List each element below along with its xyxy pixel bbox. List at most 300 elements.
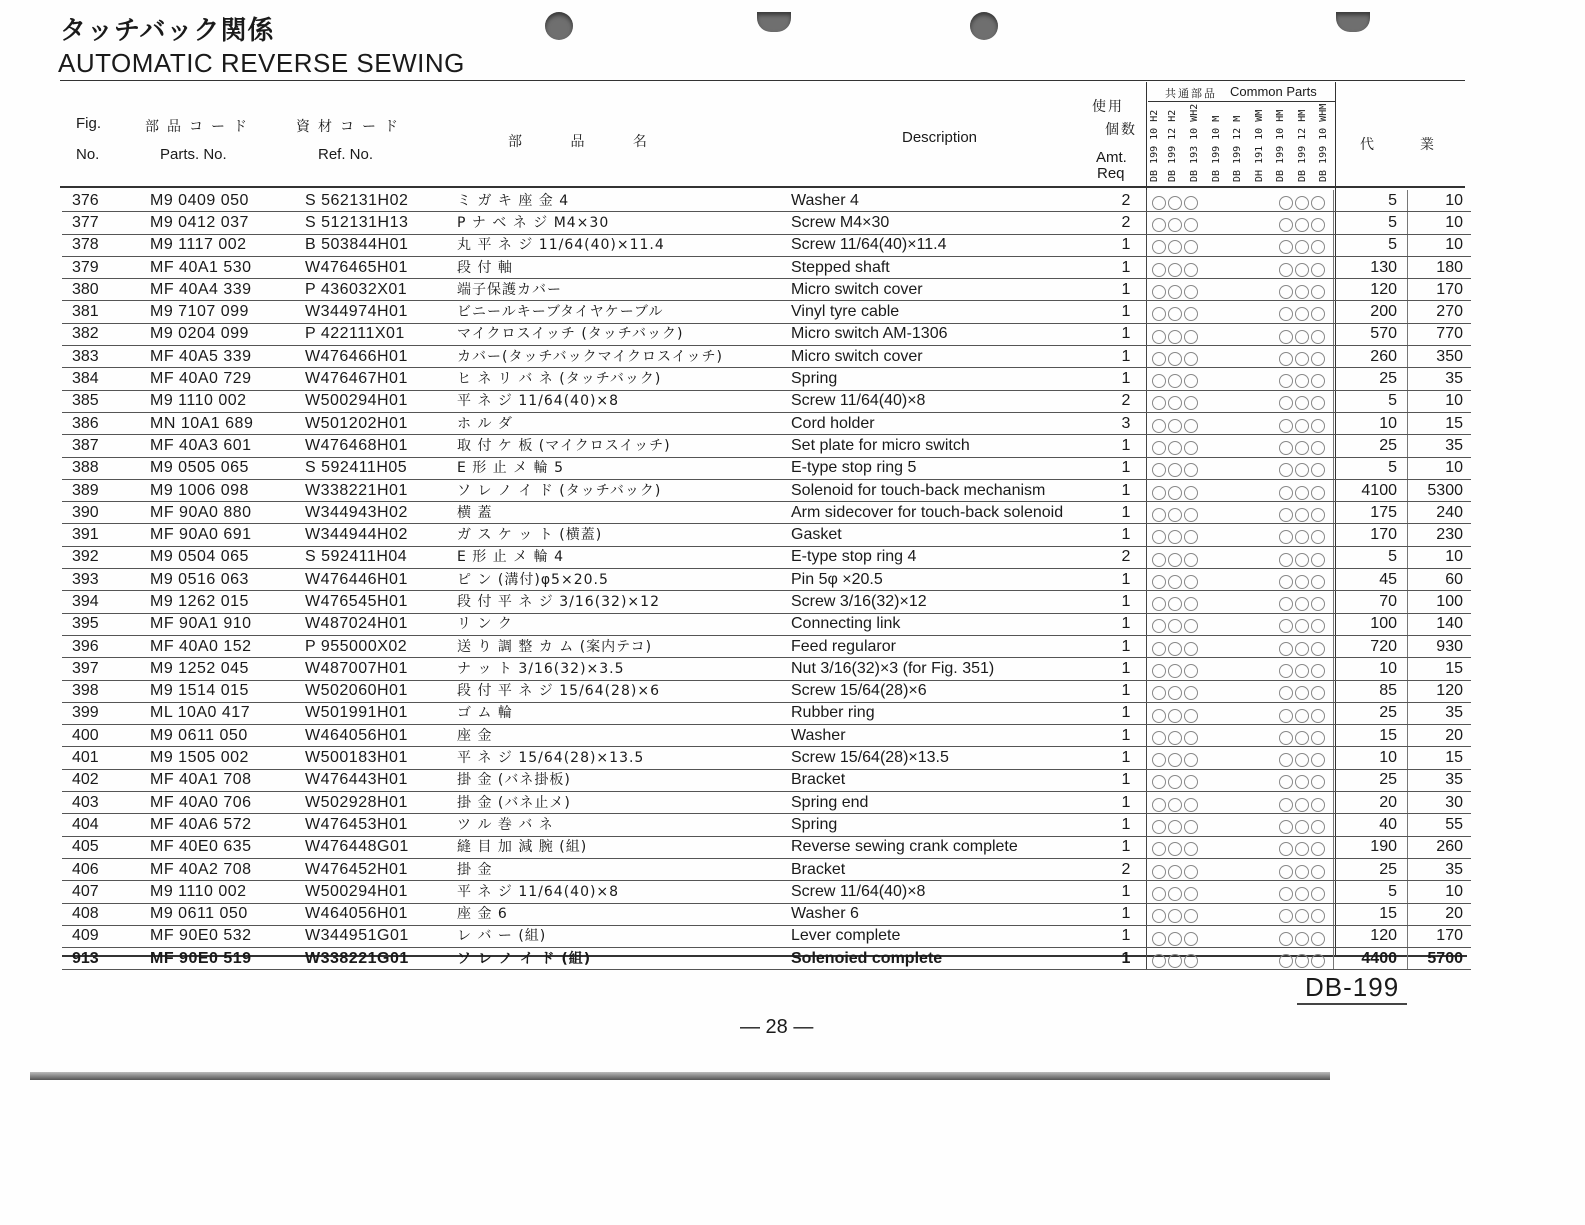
compatibility-circle-icon bbox=[1295, 240, 1309, 254]
compatibility-marks bbox=[1277, 304, 1325, 324]
common-parts-cell bbox=[1147, 635, 1334, 657]
parts-no-cell: MF 40A1 708 bbox=[150, 769, 305, 791]
compatibility-circle-icon bbox=[1311, 441, 1325, 455]
parts-no-cell: M9 0204 099 bbox=[150, 323, 305, 345]
page-title: AUTOMATIC REVERSE SEWING bbox=[58, 48, 465, 78]
compatibility-circle-icon bbox=[1279, 865, 1293, 879]
japanese-name-cell: 送 り 調 整 カ ム (案内テコ) bbox=[457, 635, 791, 657]
fig-no-cell: 398 bbox=[62, 680, 150, 702]
compatibility-circle-icon bbox=[1295, 553, 1309, 567]
fig-no-cell: 393 bbox=[62, 569, 150, 591]
parts-no-cell: MF 40A1 530 bbox=[150, 256, 305, 278]
compatibility-circle-icon bbox=[1184, 486, 1198, 500]
compatibility-circle-icon bbox=[1311, 686, 1325, 700]
common-parts-cell bbox=[1147, 858, 1334, 880]
common-parts-cell bbox=[1147, 903, 1334, 925]
compatibility-circle-icon bbox=[1168, 842, 1182, 856]
compatibility-circle-icon bbox=[1279, 709, 1293, 723]
price1-cell: 45 bbox=[1334, 569, 1408, 591]
compatibility-circle-icon bbox=[1295, 530, 1309, 544]
header-fig: Fig. bbox=[76, 115, 102, 132]
fig-no-cell: 402 bbox=[62, 769, 150, 791]
price1-cell: 200 bbox=[1334, 301, 1408, 323]
price2-cell: 170 bbox=[1408, 279, 1472, 301]
compatibility-circle-icon bbox=[1184, 619, 1198, 633]
parts-no-cell: MF 40A2 708 bbox=[150, 858, 305, 880]
compatibility-circle-icon bbox=[1184, 709, 1198, 723]
price1-cell: 10 bbox=[1334, 747, 1408, 769]
table-row bbox=[62, 212, 1471, 234]
compatibility-marks bbox=[1277, 572, 1325, 592]
compatibility-marks bbox=[1150, 929, 1198, 949]
header-common-parts: Common Parts bbox=[1230, 84, 1317, 99]
compatibility-marks bbox=[1150, 282, 1198, 302]
japanese-name-cell: ビニールキーブタイヤケーブル bbox=[457, 301, 791, 323]
header-ref-no: Ref. No. bbox=[318, 146, 374, 163]
fig-no-cell: 390 bbox=[62, 502, 150, 524]
compatibility-marks bbox=[1277, 238, 1325, 258]
price1-cell: 25 bbox=[1334, 769, 1408, 791]
price2-cell: 15 bbox=[1408, 658, 1472, 680]
model-label: DB 199 12 M bbox=[1232, 115, 1243, 182]
compatibility-circle-icon bbox=[1184, 352, 1198, 366]
compatibility-circle-icon bbox=[1152, 619, 1166, 633]
compatibility-circle-icon bbox=[1295, 196, 1309, 210]
compatibility-marks bbox=[1277, 840, 1325, 860]
fig-no-cell: 377 bbox=[62, 212, 150, 234]
page-title-japanese: タッチバック関係 bbox=[60, 16, 275, 46]
parts-no-cell: MN 10A1 689 bbox=[150, 412, 305, 434]
table-row bbox=[62, 881, 1471, 903]
price2-cell: 15 bbox=[1408, 412, 1472, 434]
amount-cell: 1 bbox=[1106, 457, 1147, 479]
price1-cell: 720 bbox=[1334, 635, 1408, 657]
compatibility-marks bbox=[1150, 438, 1198, 458]
common-parts-cell bbox=[1147, 323, 1334, 345]
compatibility-circle-icon bbox=[1311, 307, 1325, 321]
compatibility-circle-icon bbox=[1152, 575, 1166, 589]
fig-no-cell: 384 bbox=[62, 368, 150, 390]
parts-no-cell: M9 0611 050 bbox=[150, 903, 305, 925]
description-cell: Vinyl tyre cable bbox=[791, 301, 1106, 323]
header-price1-jp: 代 bbox=[1360, 137, 1382, 153]
common-parts-cell bbox=[1147, 256, 1334, 278]
compatibility-circle-icon bbox=[1279, 530, 1293, 544]
compatibility-circle-icon bbox=[1168, 352, 1182, 366]
price1-cell: 25 bbox=[1334, 435, 1408, 457]
amount-cell: 1 bbox=[1106, 725, 1147, 747]
compatibility-circle-icon bbox=[1279, 330, 1293, 344]
table-row bbox=[62, 658, 1471, 680]
compatibility-circle-icon bbox=[1295, 753, 1309, 767]
japanese-name-cell: E 形 止 メ 輪 4 bbox=[457, 546, 791, 568]
amount-cell: 1 bbox=[1106, 591, 1147, 613]
compatibility-circle-icon bbox=[1184, 865, 1198, 879]
compatibility-marks bbox=[1277, 795, 1325, 815]
table-row bbox=[62, 792, 1471, 814]
compatibility-marks bbox=[1277, 884, 1325, 904]
price2-cell: 260 bbox=[1408, 836, 1472, 858]
compatibility-circle-icon bbox=[1152, 307, 1166, 321]
table-row bbox=[62, 301, 1471, 323]
common-parts-cell bbox=[1147, 613, 1334, 635]
price1-cell: 10 bbox=[1334, 658, 1408, 680]
parts-no-cell: M9 1110 002 bbox=[150, 390, 305, 412]
compatibility-circle-icon bbox=[1152, 842, 1166, 856]
compatibility-circle-icon bbox=[1184, 463, 1198, 477]
ref-no-cell: W338221H01 bbox=[305, 479, 457, 501]
compatibility-circle-icon bbox=[1168, 330, 1182, 344]
compatibility-circle-icon bbox=[1168, 909, 1182, 923]
price2-cell: 20 bbox=[1408, 725, 1472, 747]
common-parts-cell bbox=[1147, 725, 1334, 747]
compatibility-marks bbox=[1277, 371, 1325, 391]
fig-no-cell: 389 bbox=[62, 479, 150, 501]
compatibility-circle-icon bbox=[1184, 441, 1198, 455]
parts-no-cell: MF 90E0 532 bbox=[150, 925, 305, 947]
compatibility-circle-icon bbox=[1184, 240, 1198, 254]
price1-cell: 10 bbox=[1334, 412, 1408, 434]
compatibility-circle-icon bbox=[1311, 419, 1325, 433]
price1-cell: 40 bbox=[1334, 814, 1408, 836]
amount-cell: 1 bbox=[1106, 301, 1147, 323]
compatibility-circle-icon bbox=[1279, 642, 1293, 656]
compatibility-circle-icon bbox=[1295, 486, 1309, 500]
amount-cell: 1 bbox=[1106, 613, 1147, 635]
compatibility-circle-icon bbox=[1295, 954, 1309, 968]
compatibility-circle-icon bbox=[1295, 686, 1309, 700]
model-label: DH 191 10 WM bbox=[1254, 109, 1265, 182]
fig-no-cell: 392 bbox=[62, 546, 150, 568]
ref-no-cell: W501202H01 bbox=[305, 412, 457, 434]
common-parts-cell bbox=[1147, 702, 1334, 724]
compatibility-circle-icon bbox=[1168, 775, 1182, 789]
ref-no-cell: P 436032X01 bbox=[305, 279, 457, 301]
compatibility-circle-icon bbox=[1168, 285, 1182, 299]
parts-no-cell: MF 90A0 691 bbox=[150, 524, 305, 546]
description-cell: Bracket bbox=[791, 858, 1106, 880]
table-row bbox=[62, 702, 1471, 724]
compatibility-circle-icon bbox=[1279, 486, 1293, 500]
price2-cell: 10 bbox=[1408, 212, 1472, 234]
common-parts-cell bbox=[1147, 301, 1334, 323]
ref-no-cell: W500294H01 bbox=[305, 881, 457, 903]
compatibility-circle-icon bbox=[1295, 731, 1309, 745]
fig-no-cell: 399 bbox=[62, 702, 150, 724]
ref-no-cell: B 503844H01 bbox=[305, 234, 457, 256]
amount-cell: 1 bbox=[1106, 658, 1147, 680]
header-parts-jp: 部品コード bbox=[145, 119, 255, 135]
amount-cell: 1 bbox=[1106, 792, 1147, 814]
compatibility-marks bbox=[1150, 349, 1198, 369]
common-parts-cell bbox=[1147, 680, 1334, 702]
compatibility-marks bbox=[1277, 907, 1325, 927]
compatibility-circle-icon bbox=[1184, 330, 1198, 344]
compatibility-marks bbox=[1150, 572, 1198, 592]
japanese-name-cell: 座 金 bbox=[457, 725, 791, 747]
amount-cell: 1 bbox=[1106, 234, 1147, 256]
compatibility-circle-icon bbox=[1184, 932, 1198, 946]
fig-no-cell: 401 bbox=[62, 747, 150, 769]
compatibility-circle-icon bbox=[1279, 775, 1293, 789]
compatibility-circle-icon bbox=[1184, 842, 1198, 856]
description-cell: Rubber ring bbox=[791, 702, 1106, 724]
amount-cell: 1 bbox=[1106, 502, 1147, 524]
description-cell: Screw 11/64(40)×8 bbox=[791, 390, 1106, 412]
compatibility-marks bbox=[1277, 483, 1325, 503]
parts-no-cell: M9 1505 002 bbox=[150, 747, 305, 769]
compatibility-circle-icon bbox=[1168, 396, 1182, 410]
compatibility-circle-icon bbox=[1295, 709, 1309, 723]
compatibility-circle-icon bbox=[1311, 798, 1325, 812]
ref-no-cell: W464056H01 bbox=[305, 725, 457, 747]
japanese-name-cell: 縫 目 加 減 腕 (組) bbox=[457, 836, 791, 858]
fig-no-cell: 408 bbox=[62, 903, 150, 925]
table-row bbox=[62, 836, 1471, 858]
price1-cell: 175 bbox=[1334, 502, 1408, 524]
compatibility-marks bbox=[1277, 327, 1325, 347]
compatibility-circle-icon bbox=[1152, 285, 1166, 299]
price2-cell: 10 bbox=[1408, 190, 1472, 212]
price1-cell: 4400 bbox=[1334, 948, 1408, 970]
price2-cell: 35 bbox=[1408, 368, 1472, 390]
japanese-name-cell: 平 ネ ジ 11/64(40)×8 bbox=[457, 881, 791, 903]
compatibility-circle-icon bbox=[1184, 419, 1198, 433]
compatibility-circle-icon bbox=[1152, 486, 1166, 500]
parts-no-cell: MF 40A5 339 bbox=[150, 346, 305, 368]
amount-cell: 1 bbox=[1106, 903, 1147, 925]
fig-no-cell: 391 bbox=[62, 524, 150, 546]
compatibility-circle-icon bbox=[1152, 820, 1166, 834]
parts-no-cell: MF 40A3 601 bbox=[150, 435, 305, 457]
japanese-name-cell: 取 付 ケ 板 (マイクロスイッチ) bbox=[457, 435, 791, 457]
fig-no-cell: 381 bbox=[62, 301, 150, 323]
fig-no-cell: 383 bbox=[62, 346, 150, 368]
compatibility-circle-icon bbox=[1311, 575, 1325, 589]
compatibility-marks bbox=[1277, 951, 1325, 971]
table-row bbox=[62, 680, 1471, 702]
price2-cell: 60 bbox=[1408, 569, 1472, 591]
compatibility-circle-icon bbox=[1311, 463, 1325, 477]
fig-no-cell: 397 bbox=[62, 658, 150, 680]
compatibility-circle-icon bbox=[1295, 419, 1309, 433]
description-cell: Feed regularor bbox=[791, 635, 1106, 657]
compatibility-circle-icon bbox=[1311, 753, 1325, 767]
compatibility-circle-icon bbox=[1295, 285, 1309, 299]
amount-cell: 2 bbox=[1106, 190, 1147, 212]
ref-no-cell: W476452H01 bbox=[305, 858, 457, 880]
compatibility-circle-icon bbox=[1279, 597, 1293, 611]
japanese-name-cell: 段 付 平 ネ ジ 15/64(28)×6 bbox=[457, 680, 791, 702]
compatibility-circle-icon bbox=[1311, 553, 1325, 567]
compatibility-marks bbox=[1277, 550, 1325, 570]
japanese-name-cell: ガ ス ケ ッ ト (横蓋) bbox=[457, 524, 791, 546]
compatibility-marks bbox=[1277, 684, 1325, 704]
compatibility-circle-icon bbox=[1184, 285, 1198, 299]
compatibility-circle-icon bbox=[1168, 619, 1182, 633]
amount-cell: 1 bbox=[1106, 368, 1147, 390]
common-parts-cell bbox=[1147, 234, 1334, 256]
compatibility-circle-icon bbox=[1279, 619, 1293, 633]
table-row bbox=[62, 368, 1471, 390]
ref-no-cell: W500183H01 bbox=[305, 747, 457, 769]
common-parts-cell bbox=[1147, 836, 1334, 858]
japanese-name-cell: ヒ ネ リ バ ネ (タッチバック) bbox=[457, 368, 791, 390]
compatibility-circle-icon bbox=[1184, 664, 1198, 678]
compatibility-marks bbox=[1150, 505, 1198, 525]
compatibility-marks bbox=[1277, 438, 1325, 458]
compatibility-marks bbox=[1150, 795, 1198, 815]
price2-cell: 770 bbox=[1408, 323, 1472, 345]
compatibility-circle-icon bbox=[1168, 441, 1182, 455]
common-parts-cell bbox=[1147, 412, 1334, 434]
parts-no-cell: M9 0505 065 bbox=[150, 457, 305, 479]
compatibility-circle-icon bbox=[1152, 887, 1166, 901]
common-parts-cell bbox=[1147, 814, 1334, 836]
parts-no-cell: M9 1110 002 bbox=[150, 881, 305, 903]
price2-cell: 170 bbox=[1408, 925, 1472, 947]
compatibility-circle-icon bbox=[1152, 396, 1166, 410]
common-parts-header-rule bbox=[1148, 101, 1335, 102]
compatibility-circle-icon bbox=[1295, 463, 1309, 477]
price1-cell: 85 bbox=[1334, 680, 1408, 702]
compatibility-circle-icon bbox=[1279, 932, 1293, 946]
description-cell: Spring bbox=[791, 814, 1106, 836]
header-amt: Amt. bbox=[1096, 149, 1127, 166]
ref-no-cell: W464056H01 bbox=[305, 903, 457, 925]
description-cell: Solenoid for touch-back mechanism bbox=[791, 479, 1106, 501]
japanese-name-cell: ツ ル 巻 バ ネ bbox=[457, 814, 791, 836]
japanese-name-cell: マイクロスイッチ (タッチバック) bbox=[457, 323, 791, 345]
price2-cell: 35 bbox=[1408, 435, 1472, 457]
amount-cell: 1 bbox=[1106, 279, 1147, 301]
compatibility-marks bbox=[1150, 884, 1198, 904]
ref-no-cell: W476467H01 bbox=[305, 368, 457, 390]
price2-cell: 10 bbox=[1408, 546, 1472, 568]
compatibility-marks bbox=[1150, 394, 1198, 414]
description-cell: Spring bbox=[791, 368, 1106, 390]
compatibility-circle-icon bbox=[1295, 396, 1309, 410]
table-row bbox=[62, 546, 1471, 568]
description-cell: Stepped shaft bbox=[791, 256, 1106, 278]
ref-no-cell: W476443H01 bbox=[305, 769, 457, 791]
compatibility-circle-icon bbox=[1168, 553, 1182, 567]
fig-no-cell: 388 bbox=[62, 457, 150, 479]
compatibility-circle-icon bbox=[1184, 374, 1198, 388]
ref-no-cell: W476446H01 bbox=[305, 569, 457, 591]
compatibility-circle-icon bbox=[1311, 396, 1325, 410]
japanese-name-cell: レ バ ー (組) bbox=[457, 925, 791, 947]
compatibility-marks bbox=[1150, 238, 1198, 258]
compatibility-marks bbox=[1277, 461, 1325, 481]
compatibility-circle-icon bbox=[1168, 731, 1182, 745]
table-row bbox=[62, 234, 1471, 256]
ref-no-cell: S 562131H02 bbox=[305, 190, 457, 212]
price1-cell: 190 bbox=[1334, 836, 1408, 858]
price1-cell: 70 bbox=[1334, 591, 1408, 613]
compatibility-circle-icon bbox=[1311, 374, 1325, 388]
description-cell: E-type stop ring 5 bbox=[791, 457, 1106, 479]
parts-no-cell: MF 40E0 635 bbox=[150, 836, 305, 858]
compatibility-circle-icon bbox=[1152, 553, 1166, 567]
table-row bbox=[62, 903, 1471, 925]
compatibility-circle-icon bbox=[1152, 419, 1166, 433]
compatibility-circle-icon bbox=[1152, 352, 1166, 366]
table-row bbox=[62, 769, 1471, 791]
amount-cell: 1 bbox=[1106, 948, 1147, 970]
price2-cell: 35 bbox=[1408, 702, 1472, 724]
fig-no-cell: 404 bbox=[62, 814, 150, 836]
amount-cell: 1 bbox=[1106, 925, 1147, 947]
japanese-name-cell: 平 ネ ジ 15/64(28)×13.5 bbox=[457, 747, 791, 769]
japanese-name-cell: 横 蓋 bbox=[457, 502, 791, 524]
compatibility-marks bbox=[1277, 728, 1325, 748]
header-no: No. bbox=[76, 146, 100, 163]
ref-no-cell: W344951G01 bbox=[305, 925, 457, 947]
compatibility-circle-icon bbox=[1168, 642, 1182, 656]
compatibility-circle-icon bbox=[1152, 263, 1166, 277]
amount-cell: 1 bbox=[1106, 836, 1147, 858]
compatibility-circle-icon bbox=[1295, 887, 1309, 901]
compatibility-marks bbox=[1277, 929, 1325, 949]
japanese-name-cell: 掛 金 bbox=[457, 858, 791, 880]
compatibility-circle-icon bbox=[1311, 530, 1325, 544]
japanese-name-cell: ホ ル ダ bbox=[457, 412, 791, 434]
compatibility-marks bbox=[1150, 304, 1198, 324]
table-row bbox=[62, 412, 1471, 434]
common-parts-cell bbox=[1147, 948, 1334, 970]
japanese-name-cell: ソ レ ノ イ ド (組) bbox=[457, 948, 791, 970]
parts-no-cell: M9 0504 065 bbox=[150, 546, 305, 568]
table-row bbox=[62, 925, 1471, 947]
compatibility-circle-icon bbox=[1184, 553, 1198, 567]
parts-no-cell: MF 90A1 910 bbox=[150, 613, 305, 635]
compatibility-circle-icon bbox=[1279, 909, 1293, 923]
price1-cell: 170 bbox=[1334, 524, 1408, 546]
compatibility-marks bbox=[1277, 505, 1325, 525]
compatibility-circle-icon bbox=[1152, 218, 1166, 232]
ref-no-cell: W487024H01 bbox=[305, 613, 457, 635]
compatibility-marks bbox=[1277, 750, 1325, 770]
compatibility-circle-icon bbox=[1295, 218, 1309, 232]
compatibility-circle-icon bbox=[1311, 597, 1325, 611]
description-cell: Micro switch cover bbox=[791, 279, 1106, 301]
price1-cell: 25 bbox=[1334, 368, 1408, 390]
amount-cell: 1 bbox=[1106, 747, 1147, 769]
japanese-name-cell: 掛 金 (バネ止メ) bbox=[457, 792, 791, 814]
price2-cell: 140 bbox=[1408, 613, 1472, 635]
common-parts-cell bbox=[1147, 502, 1334, 524]
compatibility-circle-icon bbox=[1279, 887, 1293, 901]
common-parts-cell bbox=[1147, 390, 1334, 412]
compatibility-circle-icon bbox=[1184, 218, 1198, 232]
ref-no-cell: W476466H01 bbox=[305, 346, 457, 368]
compatibility-circle-icon bbox=[1311, 664, 1325, 678]
price1-cell: 5 bbox=[1334, 190, 1408, 212]
japanese-name-cell: E 形 止 メ 輪 5 bbox=[457, 457, 791, 479]
compatibility-circle-icon bbox=[1168, 887, 1182, 901]
compatibility-circle-icon bbox=[1311, 486, 1325, 500]
compatibility-circle-icon bbox=[1279, 731, 1293, 745]
header-ref-jp: 資材コード bbox=[296, 119, 406, 135]
compatibility-marks bbox=[1277, 661, 1325, 681]
compatibility-circle-icon bbox=[1184, 263, 1198, 277]
amount-cell: 1 bbox=[1106, 569, 1147, 591]
common-parts-cell bbox=[1147, 569, 1334, 591]
compatibility-marks bbox=[1150, 527, 1198, 547]
compatibility-circle-icon bbox=[1152, 642, 1166, 656]
price2-cell: 10 bbox=[1408, 881, 1472, 903]
